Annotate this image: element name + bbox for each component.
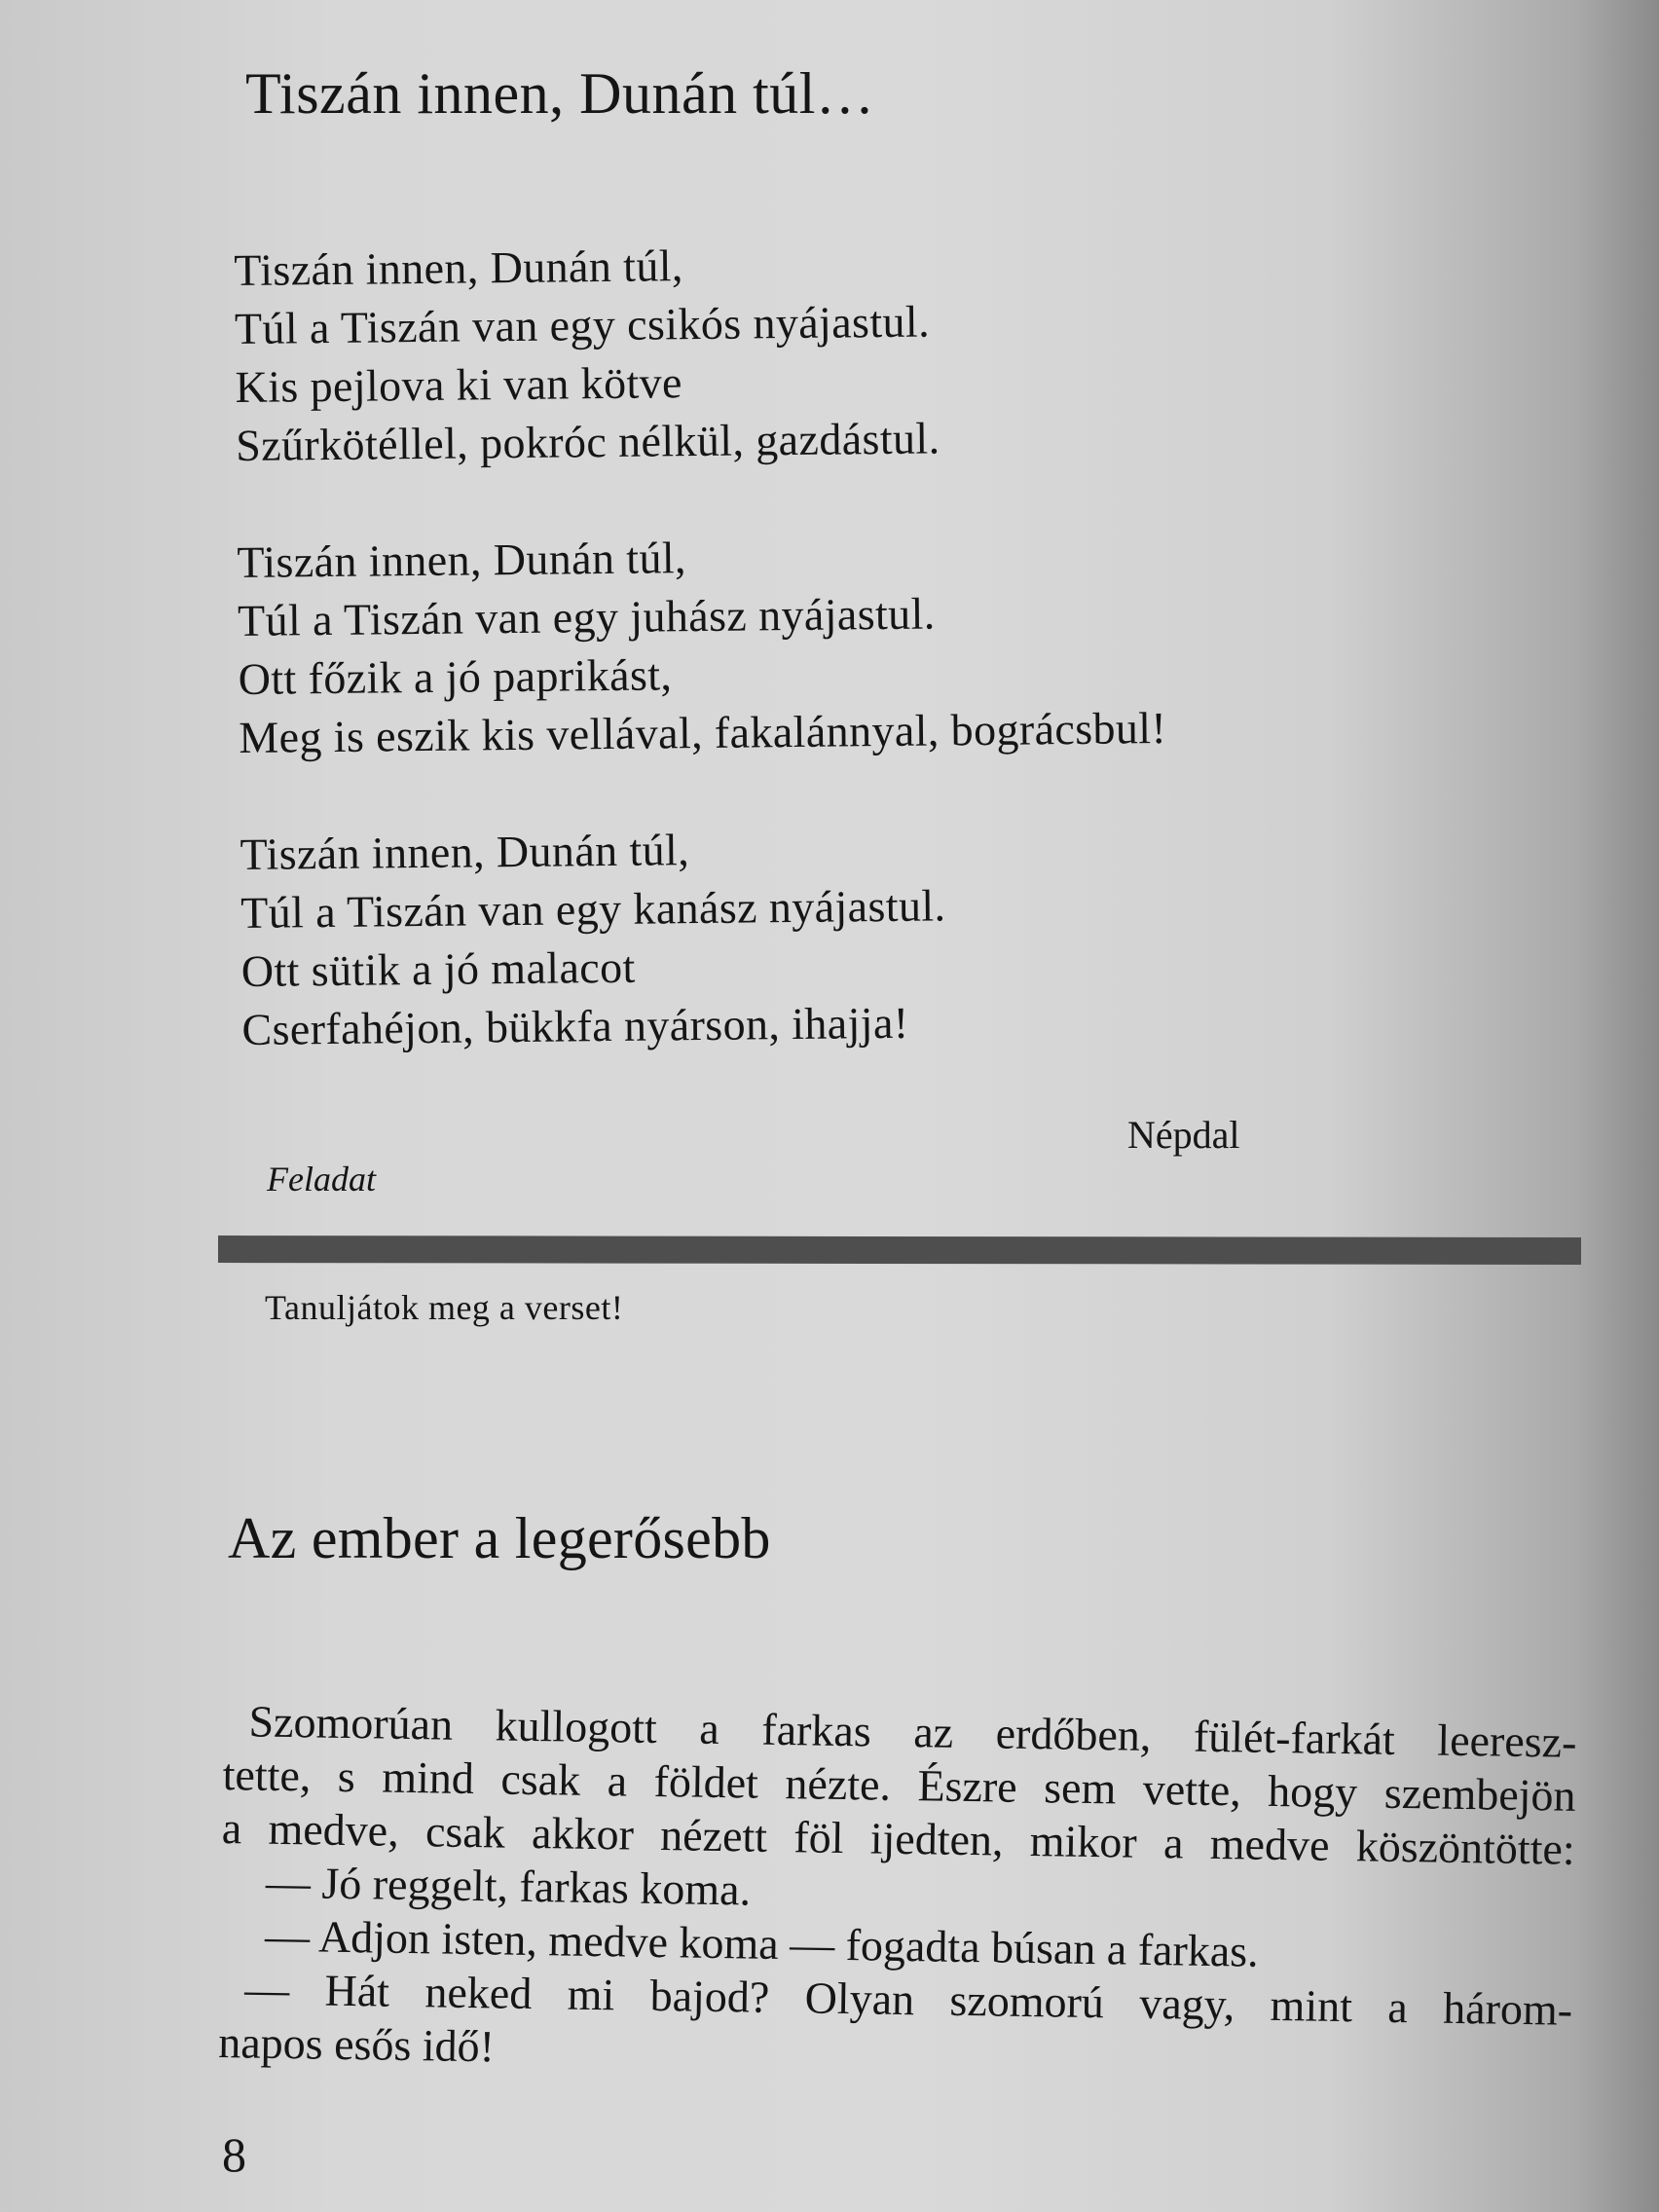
poem-line: Tiszán innen, Dunán túl,: [240, 825, 690, 879]
story-line: — Hát neked mi bajod? Olyan szomorú vagy, mint a három-: [243, 1964, 1573, 2035]
story-line: tette, s mind csak a földet nézte. Észre sem vette, hogy szembejön: [222, 1749, 1576, 1821]
poem-line: Szűrkötéllel, pokróc nélkül, gazdástul.: [235, 413, 940, 470]
poem-title: Tiszán innen, Dunán túl…: [245, 61, 875, 126]
poem-line: Kis pejlova ki van kötve: [235, 357, 683, 412]
poem-body: [234, 232, 1170, 1118]
poem-line: Ott sütik a jó malacot: [240, 941, 636, 996]
poem-line: Túl a Tiszán van egy juhász nyájastul.: [237, 588, 936, 645]
story-line: a medve, csak akkor nézett föl ijedten, mikor a medve köszöntötte:: [221, 1802, 1576, 1874]
dialogue-line: — Jó reggelt, farkas koma.: [265, 1857, 752, 1915]
story-line: Szomorúan kullogott a farkas az erdőben, fülét-farkát leeresz-: [248, 1696, 1577, 1767]
poem-stanza-3: [240, 816, 1169, 1059]
story-title: Az ember a legerősebb: [228, 1506, 771, 1570]
poem-line: Cserfahéjon, bükkfa nyárson, ihajja!: [241, 997, 909, 1054]
poem-stanza-1: [234, 232, 1163, 475]
poem-line: Meg is eszik kis vellával, fakalánnyal, bográcsbul!: [239, 702, 1167, 762]
poem-line: Ott főzik a jó paprikást,: [238, 649, 673, 704]
task-text: Tanuljátok meg a verset!: [265, 1288, 624, 1327]
story-line: napos esős idő!: [217, 2016, 496, 2072]
poem-stanza-2: [237, 524, 1166, 767]
poem-line: Tiszán innen, Dunán túl,: [237, 533, 687, 587]
poem-line: Túl a Tiszán van egy kanász nyájastul.: [240, 880, 946, 938]
task-label: Feladat: [267, 1160, 376, 1198]
story-body: [218, 1694, 1577, 2090]
page-number: 8: [222, 2127, 246, 2182]
poem-line: Túl a Tiszán van egy csikós nyájastul.: [234, 296, 931, 353]
poem-line: Tiszán innen, Dunán túl,: [234, 240, 684, 295]
poem-author: Népdal: [1127, 1113, 1240, 1157]
task-divider-bar: [218, 1235, 1581, 1265]
dialogue-line: — Adjon isten, medve koma — fogadta búsan a farkas.: [264, 1910, 1260, 1976]
